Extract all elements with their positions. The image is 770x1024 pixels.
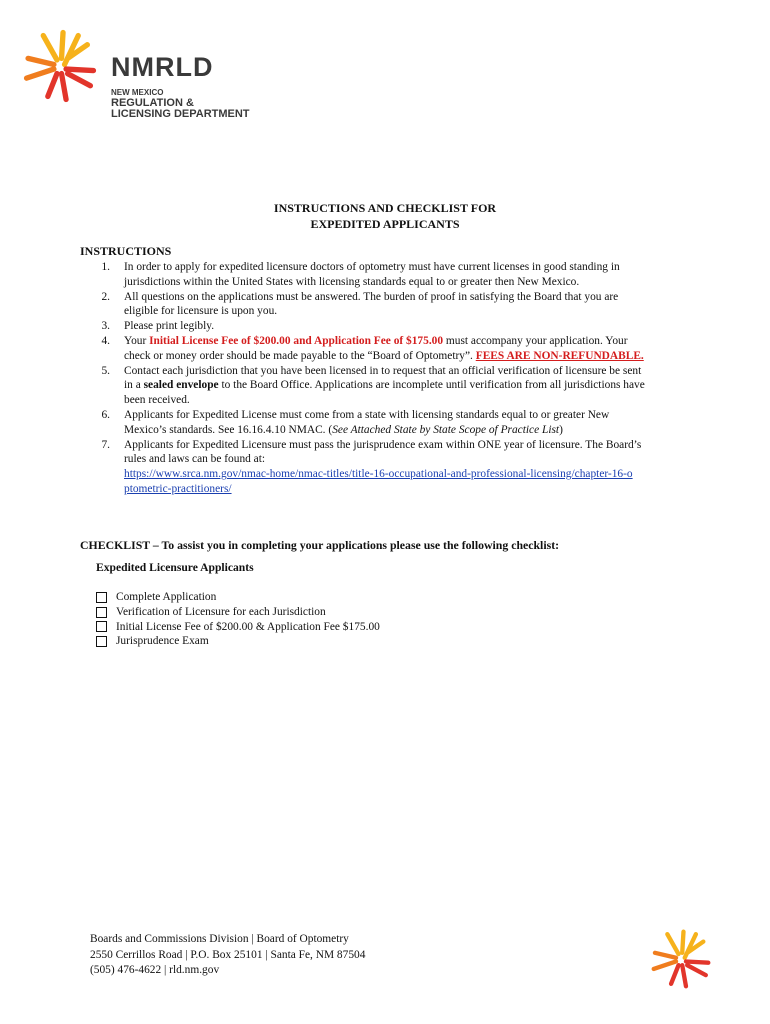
item-text: Your: [124, 334, 150, 347]
brand-subtitle: [111, 88, 250, 120]
item-text: All questions on the applications must be answered. The burden of proof in satisfying the Board that you are eligible for licensure is upon you.: [124, 290, 619, 318]
item-text-cont: must accompany your application. Your check or money order should be made payable to the “Board of Optometry”.: [124, 334, 628, 362]
document-title: [0, 200, 770, 232]
checkbox[interactable]: [96, 607, 107, 618]
non-refundable-notice: FEES ARE NON-REFUNDABLE.: [475, 349, 644, 362]
item-text: Please print legibly.: [124, 320, 215, 333]
checklist-item-label: Verification of Licensure for each Jurisdiction: [116, 605, 326, 618]
sealed-envelope-text: sealed envelope: [143, 379, 219, 392]
nmrld-logo-icon: [22, 28, 98, 104]
instructions-heading: INSTRUCTIONS: [80, 244, 172, 258]
brand-line-3: LICENSING DEPARTMENT: [111, 108, 250, 120]
checklist-item-label: Initial License Fee of $200.00 & Application Fee $175.00: [116, 620, 380, 633]
brand-line-1: NEW MEXICO: [111, 88, 164, 97]
instruction-item: [80, 334, 652, 364]
instructions-list: [80, 260, 652, 497]
item-text: Applicants for Expedited License must come from a state with licensing standards equal to or greater New Mexico’s standards. See 16.16.4.10 NMAC. (: [124, 408, 610, 436]
item-text: Applicants for Expedited Licensure must pass the jurisprudence exam within ONE year of licensure. The Board’s rules and laws can be found at:: [124, 438, 642, 466]
checkbox[interactable]: [96, 621, 107, 632]
footer-logo-icon: [650, 928, 712, 990]
checkbox[interactable]: [96, 592, 107, 603]
title-line-2: EXPEDITED APPLICANTS: [310, 217, 460, 231]
title-line-1: INSTRUCTIONS AND CHECKLIST FOR: [273, 201, 497, 215]
checklist-item: [96, 634, 380, 649]
checklist-item: [96, 605, 380, 620]
item-number: 6.: [101, 408, 110, 421]
checklist-item-label: Jurisprudence Exam: [116, 635, 209, 648]
item-number: 4.: [101, 334, 110, 347]
rules-laws-link[interactable]: https://www.srca.nm.gov/nmac-home/nmac-titles/title-16-occupational-and-professional-licensing/chapter-16-optometric-practitioners/: [124, 468, 633, 495]
brand-line-2: REGULATION &: [111, 97, 194, 109]
item-number: 3.: [101, 320, 110, 333]
instruction-item: [80, 438, 652, 497]
checkbox[interactable]: [96, 636, 107, 647]
item-number: 5.: [101, 364, 110, 377]
fee-amount-text: Initial License Fee of $200.00 and Application Fee of $175.00: [149, 334, 444, 347]
item-text: In order to apply for expedited licensure doctors of optometry must have current licenses in good standing in jurisdictions within the United States with licensing standards equal to or greater then New Mexico.: [124, 261, 620, 288]
footer-line-3: (505) 476-4622 | rld.nm.gov: [90, 964, 220, 976]
item-text: Contact each jurisdiction that you have been licensed in to request that an official verification of licensure be sent in a: [124, 364, 642, 392]
instruction-item: [80, 364, 652, 408]
item-text-cont: ): [559, 423, 563, 436]
instruction-item: [80, 260, 652, 290]
instruction-item: [80, 290, 652, 320]
item-number: 2.: [101, 290, 110, 303]
instruction-item: [80, 408, 652, 438]
footer-line-2: 2550 Cerrillos Road | P.O. Box 25101 | Santa Fe, NM 87504: [90, 948, 366, 961]
scope-list-reference: See Attached State by State Scope of Practice List: [332, 423, 560, 436]
footer-address: [90, 932, 365, 979]
checklist-heading: CHECKLIST – To assist you in completing your applications please use the following checklist:: [80, 538, 560, 552]
checklist-item-label: Complete Application: [116, 591, 217, 603]
item-text-cont: to the Board Office. Applications are incomplete until verification from all jurisdictions have been received.: [124, 379, 645, 407]
checklist: [96, 590, 380, 649]
footer-line-1: Boards and Commissions Division | Board of Optometry: [90, 933, 349, 945]
item-number: 7.: [101, 438, 110, 451]
checklist-subheading: Expedited Licensure Applicants: [96, 561, 254, 574]
checklist-item: [96, 590, 380, 605]
brand-name: NMRLD: [111, 52, 214, 82]
instruction-item: [80, 319, 652, 334]
item-number: 1.: [101, 261, 110, 273]
checklist-item: [96, 620, 380, 635]
